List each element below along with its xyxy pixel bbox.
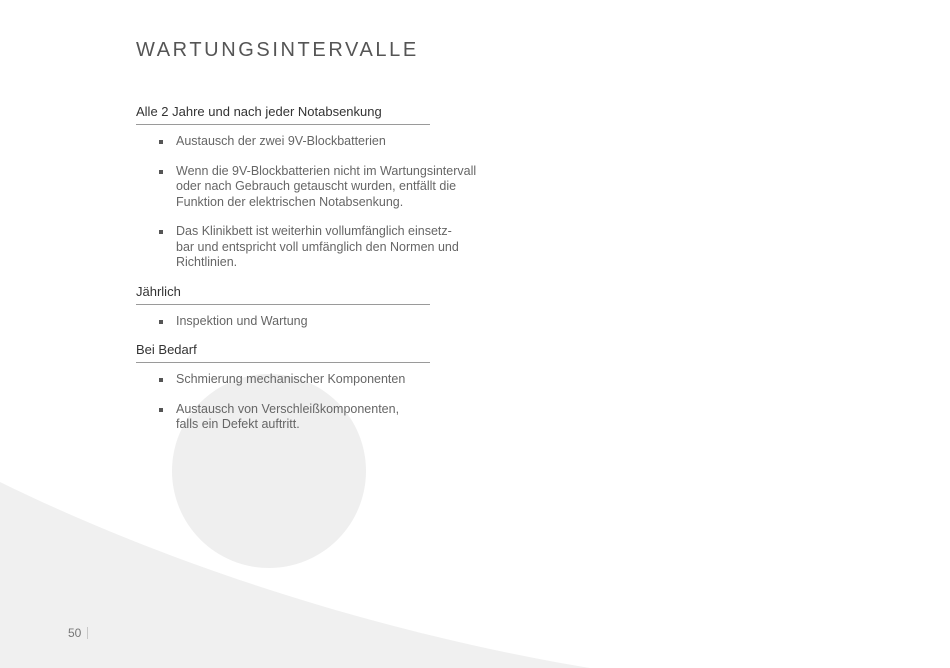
list-item <box>136 224 466 271</box>
list-item <box>136 402 466 433</box>
section-heading: Jährlich <box>136 283 430 305</box>
maintenance-content <box>136 103 477 447</box>
list-item <box>136 163 477 211</box>
section-yearly <box>136 283 466 330</box>
page-number <box>68 626 88 640</box>
item-text: oder nach Gebrauch getauscht wurden, entfällt die <box>176 179 457 193</box>
item-text: Das Klinikbett ist weiterhin vollumfänglich einsetz- <box>176 224 452 238</box>
section-as-needed <box>136 341 466 433</box>
item-list <box>136 363 466 433</box>
item-text: Austausch der zwei 9V-Blockbatterien <box>176 134 386 148</box>
item-text: Schmierung mechanischer Komponenten <box>176 372 406 386</box>
bullet-icon <box>159 320 163 324</box>
item-text: Austausch von Verschleißkomponenten, <box>176 401 400 416</box>
page-title: WARTUNGSINTERVALLE <box>136 39 419 61</box>
bullet-icon <box>159 408 163 412</box>
item-text: Funktion der elektrischen Notabsenkung. <box>176 194 404 209</box>
list-item <box>136 372 466 388</box>
page-number-separator <box>87 627 88 639</box>
item-text: falls ein Defekt auftritt. <box>176 417 300 431</box>
item-text: Wenn die 9V-Blockbatterien nicht im Wartungsintervall <box>176 163 477 178</box>
item-list <box>136 125 477 271</box>
item-text: bar und entspricht voll umfänglich den Normen und <box>176 239 459 254</box>
item-text: Inspektion und Wartung <box>176 313 308 328</box>
bullet-icon <box>159 170 163 174</box>
list-item <box>136 314 466 330</box>
list-item <box>136 134 466 150</box>
bullet-icon <box>159 378 163 382</box>
item-list <box>136 305 466 330</box>
item-text: Richtlinien. <box>176 255 238 269</box>
section-heading: Alle 2 Jahre und nach jeder Notabsenkung <box>136 103 430 125</box>
section-heading: Bei Bedarf <box>136 341 430 363</box>
page-number-text: 50 <box>68 626 82 640</box>
bullet-icon <box>159 230 163 234</box>
section-every-2-years <box>136 103 477 271</box>
bullet-icon <box>159 140 163 144</box>
